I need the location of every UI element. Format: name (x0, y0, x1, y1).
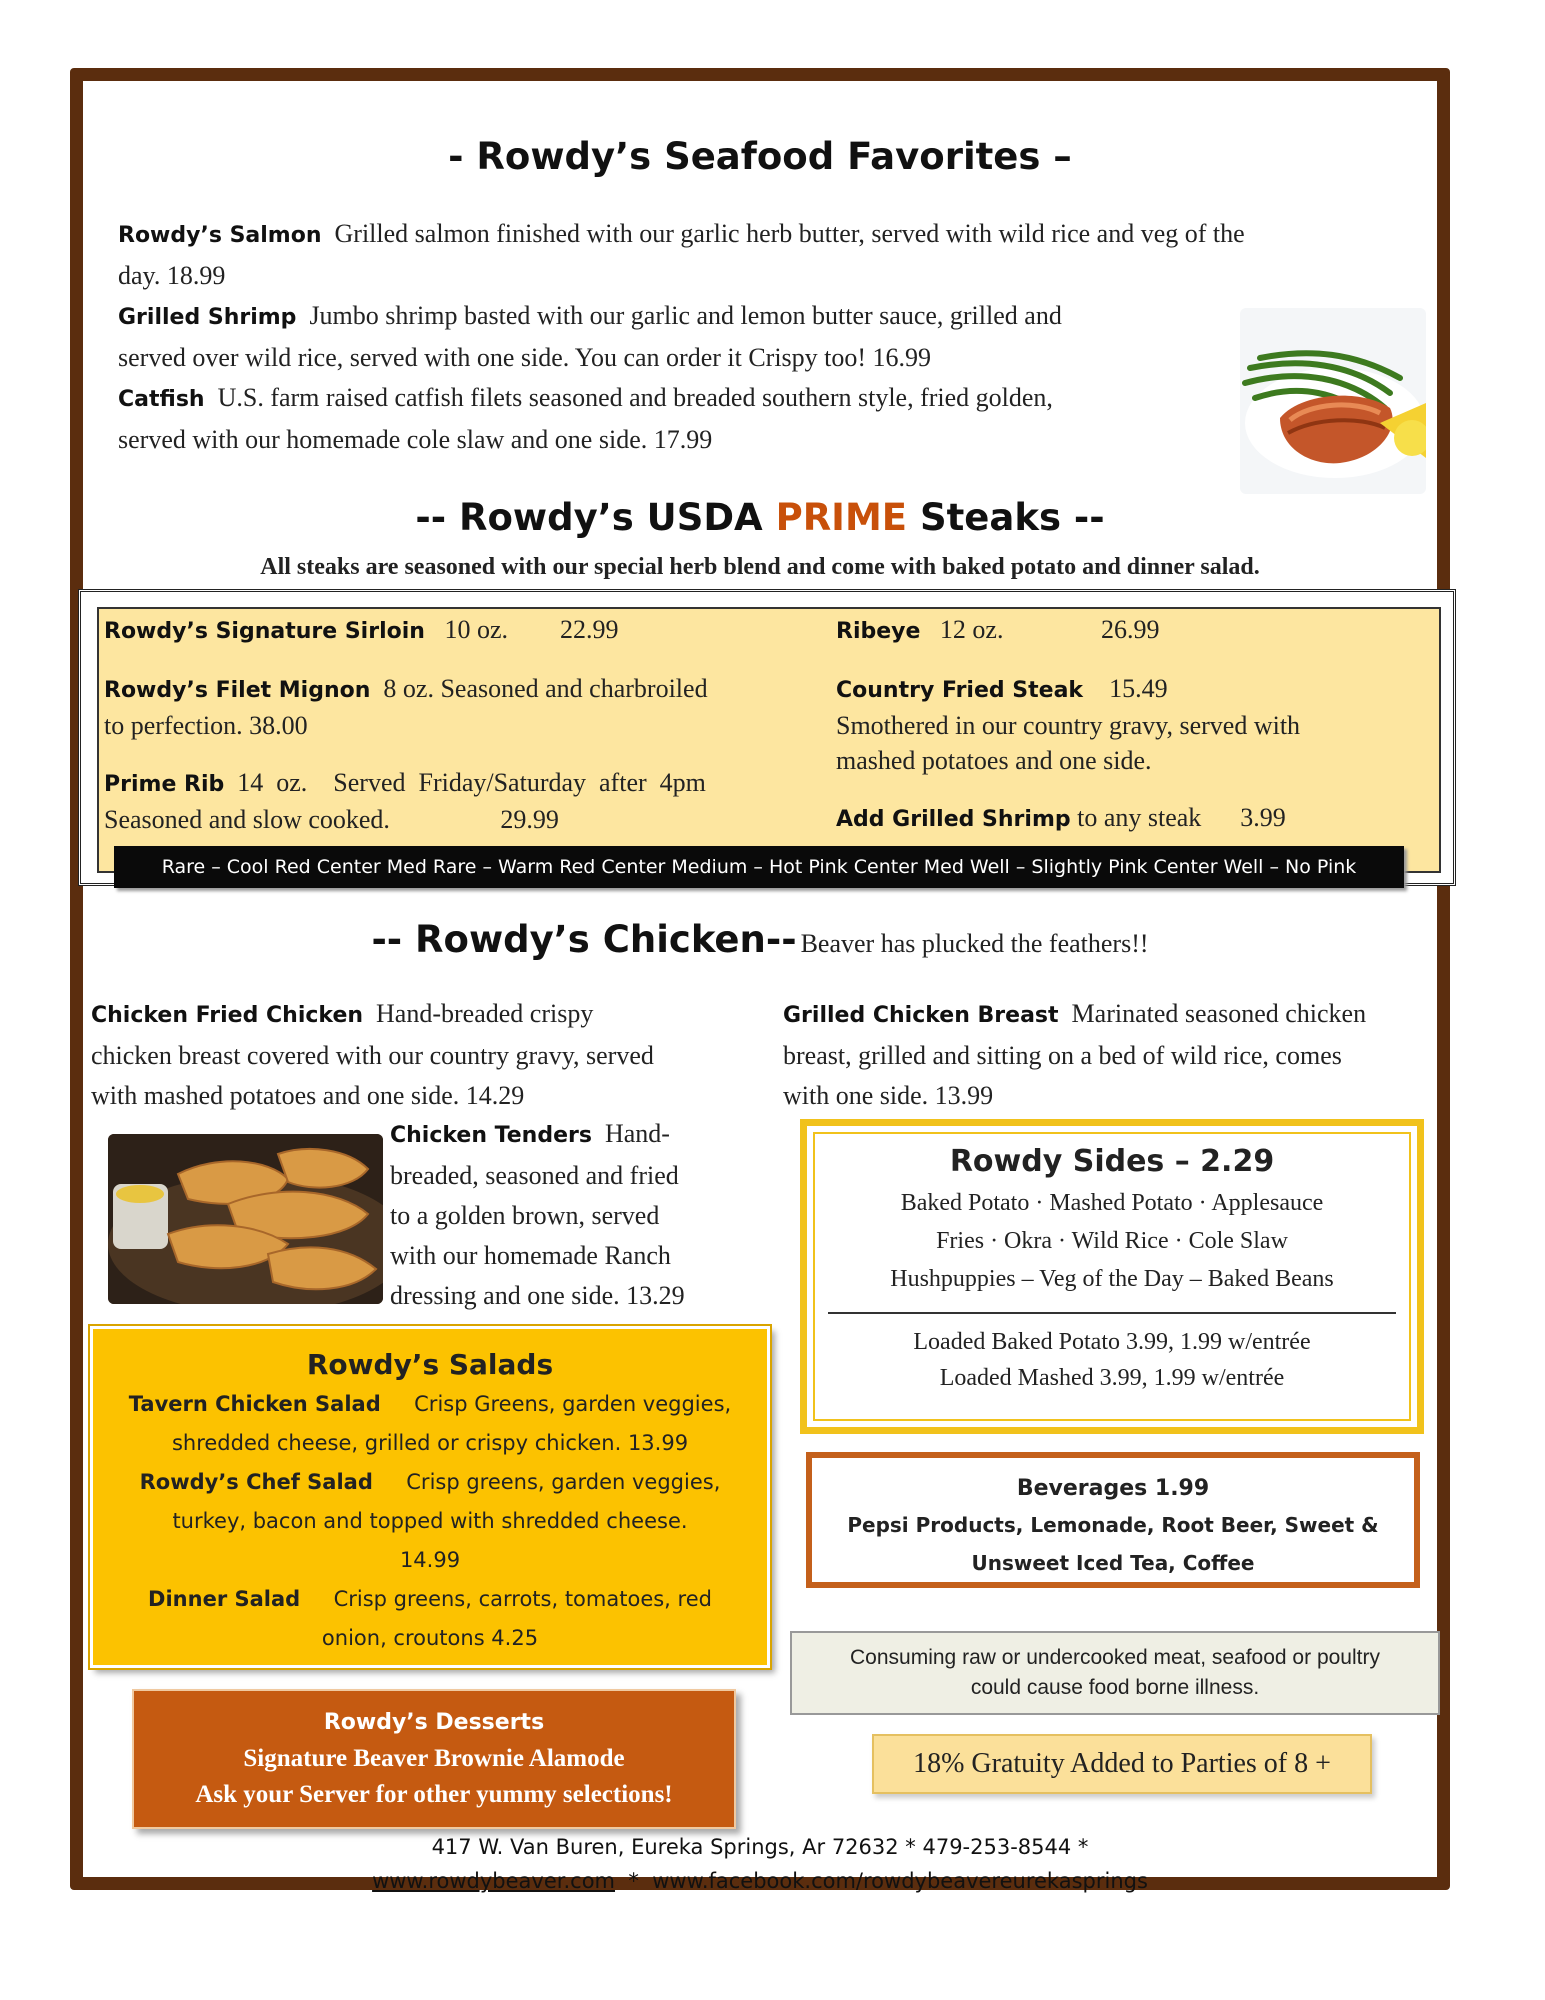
item-desc: Crisp Greens, garden veggies, (414, 1392, 732, 1416)
menu-item-grilled-chicken (783, 994, 1443, 1116)
item-desc: served with our homemade cole slaw and one side. 17.99 (118, 425, 713, 454)
item-price: 15.49 (1109, 674, 1168, 703)
sides-content (800, 1140, 1424, 1396)
desserts-line: Ask your Server for other yummy selections! (195, 1781, 673, 1808)
steaks-title-post: Steaks -- (907, 496, 1105, 539)
seafood-title: - Rowdy’s Seafood Favorites – (448, 135, 1072, 178)
footer-separator: * (615, 1869, 653, 1893)
item-desc: Crisp greens, carrots, tomatoes, red (333, 1587, 712, 1611)
item-name: Dinner Salad (148, 1587, 301, 1611)
item-size: 12 oz. (939, 615, 1004, 644)
item-desc: shredded cheese, grilled or crispy chicken. 13.99 (171, 1431, 689, 1455)
item-size: 10 oz. (444, 615, 508, 644)
steaks-title (70, 496, 1450, 539)
chicken-tenders-photo (108, 1134, 383, 1304)
sides-title: Rowdy Sides – 2.29 (949, 1144, 1275, 1179)
loaded-mashed: Loaded Mashed 3.99, 1.99 w/entrée (939, 1365, 1285, 1391)
steaks-title-prime: PRIME (775, 496, 908, 539)
item-desc: chicken breast covered with our country gravy, served (91, 1041, 654, 1070)
item-name: Chicken Tenders (390, 1123, 592, 1148)
beverages-line: Unsweet Iced Tea, Coffee (971, 1551, 1255, 1575)
item-name: Rowdy’s Salmon (118, 223, 322, 248)
desserts-box (132, 1689, 736, 1829)
item-desc: to any steak (1077, 803, 1202, 832)
item-name: Tavern Chicken Salad (128, 1392, 381, 1416)
chicken-tagline: Beaver has plucked the feathers!! (800, 929, 1149, 958)
seafood-list (118, 214, 1418, 460)
item-desc: with one side. 13.99 (783, 1081, 994, 1110)
item-name: Add Grilled Shrimp (836, 807, 1071, 832)
item-desc: with our homemade Ranch (390, 1241, 671, 1270)
item-desc: Hand- (604, 1119, 670, 1148)
salads-box (90, 1326, 770, 1668)
footer (70, 1830, 1450, 1898)
menu-item-chicken-tenders (390, 1114, 770, 1316)
item-desc: onion, croutons 4.25 (321, 1626, 539, 1650)
menu-item-salmon (118, 214, 1418, 296)
beverages-box (806, 1452, 1420, 1588)
item-desc: 14.99 (399, 1548, 461, 1572)
menu-item-chicken-fried-chicken (91, 994, 761, 1116)
item-desc: breast, grilled and sitting on a bed of wild rice, comes (783, 1041, 1342, 1070)
item-desc: Crisp greens, garden veggies, (406, 1470, 721, 1494)
menu-item-ribeye (836, 612, 1426, 649)
item-desc: Marinated seasoned chicken (1071, 999, 1367, 1028)
steaks-right-col (836, 612, 1426, 837)
salad-dinner (93, 1580, 767, 1658)
item-name: Rowdy’s Filet Mignon (104, 678, 371, 703)
beverages-line: Pepsi Products, Lemonade, Root Beer, Sweet & (847, 1513, 1379, 1537)
beverages-title: Beverages 1.99 (1016, 1476, 1210, 1501)
footer-address: 417 W. Van Buren, Eureka Springs, Ar 72632 * 479-253-8544 * (431, 1835, 1089, 1859)
menu-item-prime-rib (104, 765, 814, 837)
item-desc: mashed potatoes and one side. (836, 746, 1152, 775)
item-desc: with mashed potatoes and one side. 14.29 (91, 1081, 525, 1110)
salmon-photo (1240, 308, 1426, 494)
salads-title: Rowdy’s Salads (306, 1348, 554, 1381)
facebook-link[interactable]: www.facebook.com/rowdybeavereurekasprings (652, 1869, 1148, 1893)
item-desc: Hand-breaded crispy (376, 999, 594, 1028)
item-desc: Smothered in our country gravy, served with (836, 711, 1301, 740)
sides-line: Fries · Okra · Wild Rice · Cole Slaw (936, 1228, 1288, 1254)
item-name: Chicken Fried Chicken (91, 1003, 364, 1028)
desserts-title: Rowdy’s Desserts (323, 1710, 545, 1735)
item-desc: to perfection. 38.00 (104, 711, 308, 740)
item-price: 22.99 (559, 615, 619, 644)
item-desc: dressing and one side. 13.29 (390, 1281, 685, 1310)
beverages-list (812, 1506, 1414, 1582)
item-name: Rowdy’s Chef Salad (139, 1470, 373, 1494)
salads-list (93, 1385, 767, 1658)
item-desc: Grilled salmon finished with our garlic herb butter, served with wild rice and veg of the (334, 219, 1245, 248)
sides-line: Hushpuppies – Veg of the Day – Baked Beans (890, 1266, 1334, 1292)
footer-links (70, 1864, 1450, 1898)
item-name: Grilled Chicken Breast (783, 1003, 1059, 1028)
steaks-title-pre: -- Rowdy’s USDA (415, 496, 776, 539)
item-name: Prime Rib (104, 772, 225, 797)
item-name: Rowdy’s Signature Sirloin (104, 619, 425, 644)
item-desc: served over wild rice, served with one side. You can order it Crispy too! 16.99 (118, 343, 932, 372)
item-desc: Jumbo shrimp basted with our garlic and lemon butter sauce, grilled and (309, 301, 1062, 330)
menu-item-sirloin (104, 612, 814, 649)
item-desc: Seasoned and slow cooked. 29.99 (104, 805, 559, 834)
food-warning (790, 1631, 1440, 1715)
item-desc: 14 oz. Served Friday/Saturday after 4pm (237, 768, 706, 797)
loaded-baked: Loaded Baked Potato 3.99, 1.99 w/entrée (913, 1329, 1311, 1355)
menu-item-country-fried-steak (836, 671, 1426, 778)
item-desc: breaded, seasoned and fried (390, 1161, 679, 1190)
doneness-legend: Rare – Cool Red Center Med Rare – Warm Red Center Medium – Hot Pink Center Med Well – Slightly Pink Center Well – No Pink (114, 846, 1404, 888)
item-name: Catfish (118, 387, 205, 412)
website-link[interactable]: www.rowdybeaver.com (372, 1869, 616, 1893)
menu-item-shrimp (118, 296, 1418, 378)
item-desc: 8 oz. Seasoned and charbroiled (383, 674, 708, 703)
item-desc: to a golden brown, served (390, 1201, 660, 1230)
item-price: 26.99 (1100, 615, 1160, 644)
sides-line: Baked Potato · Mashed Potato · Applesauce (900, 1190, 1324, 1216)
sides-loaded (800, 1324, 1424, 1396)
item-name: Ribeye (836, 619, 921, 644)
menu-item-filet (104, 671, 814, 743)
item-name: Country Fried Steak (836, 678, 1084, 703)
steaks-subtitle: All steaks are seasoned with our special herb blend and come with baked potato and dinner salad. (260, 554, 1260, 580)
chicken-header (70, 918, 1450, 961)
item-desc: day. 18.99 (118, 261, 226, 290)
desserts-line: Signature Beaver Brownie Alamode (243, 1745, 625, 1772)
item-name: Grilled Shrimp (118, 305, 297, 330)
item-desc: turkey, bacon and topped with shredded cheese. (172, 1509, 688, 1533)
gratuity-note: 18% Gratuity Added to Parties of 8 + (872, 1734, 1372, 1794)
item-desc: U.S. farm raised catfish filets seasoned and breaded southern style, fried golden, (217, 383, 1053, 412)
sides-divider (828, 1312, 1396, 1314)
menu-item-add-shrimp (836, 800, 1426, 837)
chicken-title: -- Rowdy’s Chicken-- (371, 918, 797, 961)
steaks-left-col (104, 612, 814, 837)
warning-line: Consuming raw or undercooked meat, seafood or poultry (850, 1646, 1380, 1669)
sides-list (800, 1184, 1424, 1298)
menu-item-catfish (118, 378, 1418, 460)
warning-line: could cause food borne illness. (970, 1676, 1260, 1699)
salad-chef (93, 1463, 767, 1580)
salad-tavern (93, 1385, 767, 1463)
item-price: 3.99 (1240, 803, 1286, 832)
